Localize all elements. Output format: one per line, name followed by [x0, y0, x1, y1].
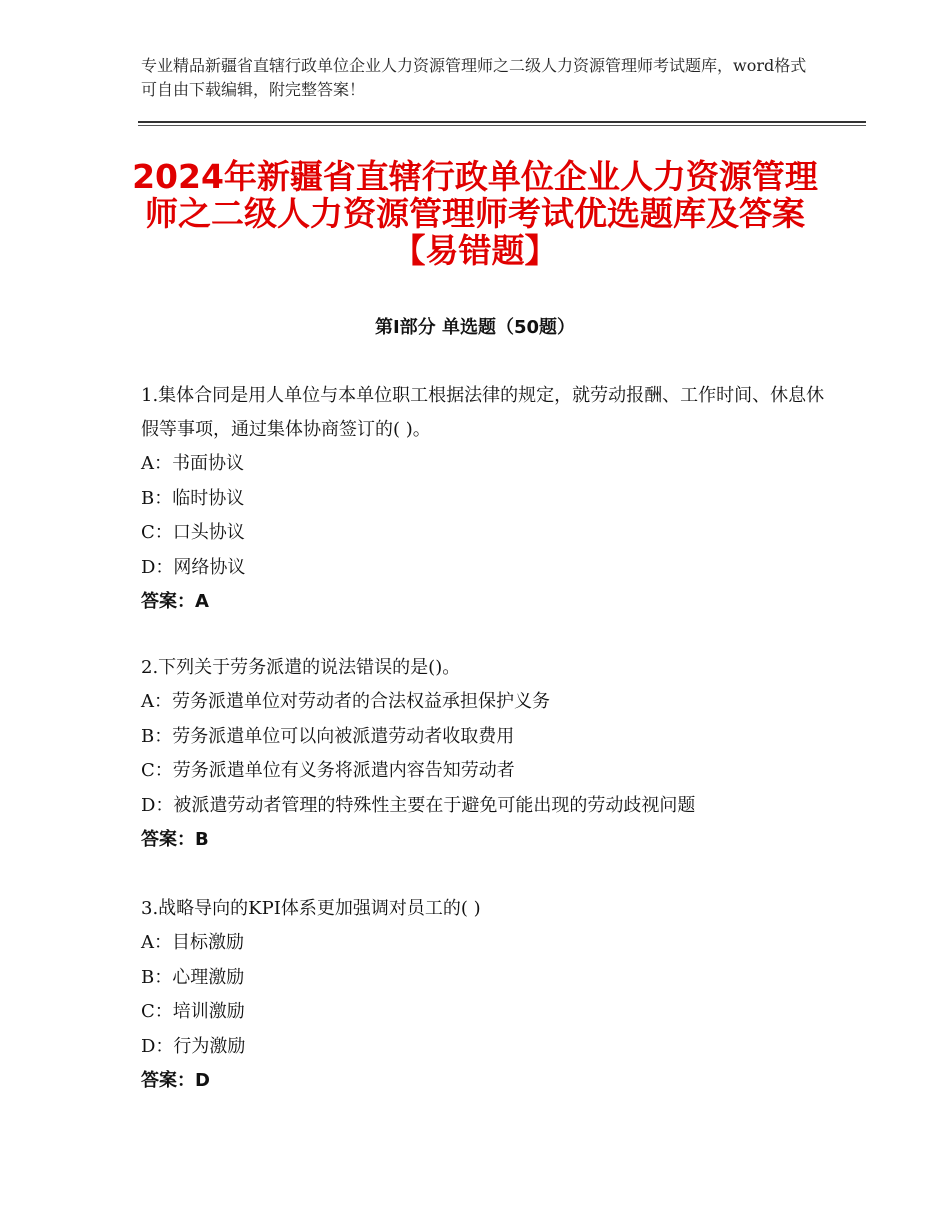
- option-c: C：劳务派遣单位有义务将派遣内容告知劳动者: [141, 760, 515, 781]
- option-a: A：书面协议: [141, 453, 244, 474]
- option-c: C：培训激励: [141, 1001, 245, 1022]
- question-1: [141, 379, 831, 620]
- option-b: B：劳务派遣单位可以向被派遣劳动者收取费用: [141, 725, 515, 747]
- header-note: 专业精品新疆省直辖行政单位企业人力资源管理师之二级人力资源管理师考试题库，word格式可自由下载编辑，附完整答案！: [141, 56, 807, 99]
- answer: 答案：B: [141, 829, 209, 850]
- option-b: B：临时协议: [141, 487, 245, 509]
- question-stem: 1.集体合同是用人单位与本单位职工根据法律的规定，就劳动报酬、工作时间、休息休假等事项，通过集体协商签订的( )。: [141, 385, 825, 440]
- answer: 答案：D: [141, 1070, 210, 1091]
- question-stem: 2.下列关于劳务派遣的说法错误的是()。: [141, 657, 461, 678]
- option-d: D：行为激励: [141, 1035, 246, 1057]
- option-d: D：网络协议: [141, 556, 246, 578]
- answer: 答案：A: [141, 591, 209, 612]
- document-title: 2024年新疆省直辖行政单位企业人力资源管理师之二级人力资源管理师考试优选题库及答案【易错题】: [132, 157, 818, 270]
- question-3: [141, 892, 831, 1099]
- header-divider: [138, 121, 866, 123]
- option-c: C：口头协议: [141, 522, 245, 543]
- option-b: B：心理激励: [141, 966, 245, 988]
- option-d: D：被派遣劳动者管理的特殊性主要在于避免可能出现的劳动歧视问题: [141, 794, 696, 816]
- header-divider-thin: [138, 125, 866, 126]
- section-title: 第Ⅰ部分 单选题（50题）: [374, 317, 575, 338]
- question-stem: 3.战略导向的KPI体系更加强调对员工的( ): [141, 898, 481, 919]
- option-a: A：劳务派遣单位对劳动者的合法权益承担保护义务: [141, 691, 550, 712]
- option-a: A：目标激励: [141, 932, 244, 953]
- question-2: [141, 651, 831, 858]
